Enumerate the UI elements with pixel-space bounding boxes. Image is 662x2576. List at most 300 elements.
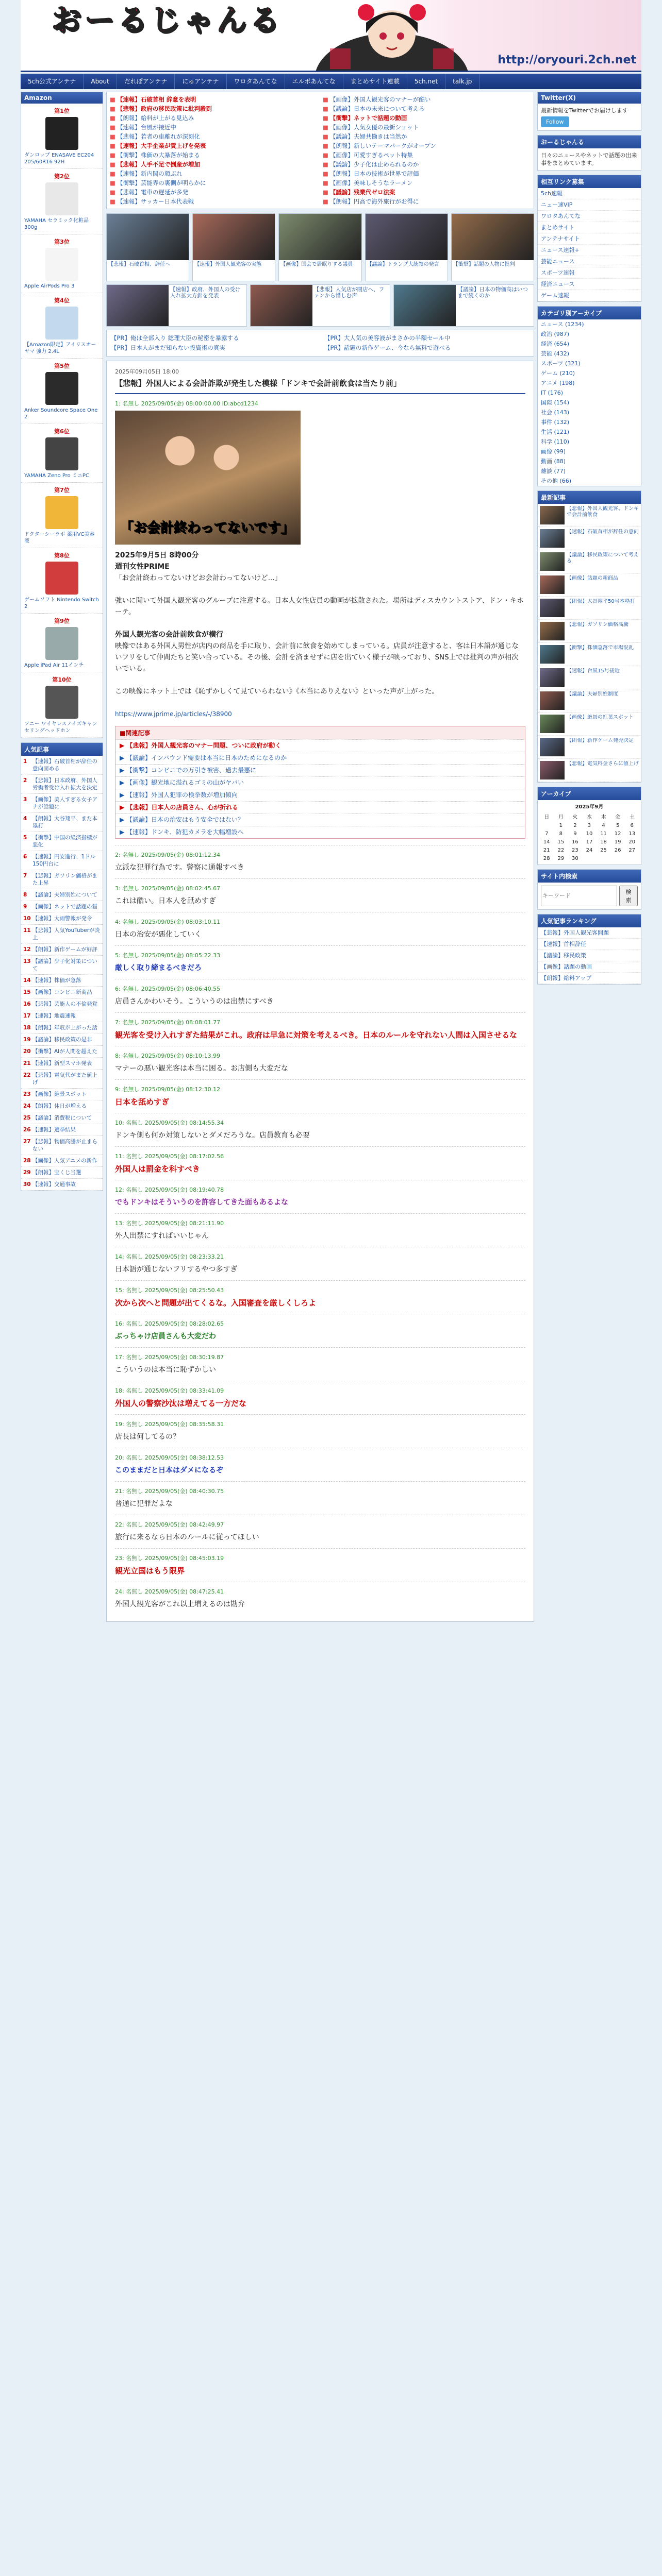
product-rank: 第3位 (54, 239, 70, 245)
popular-item[interactable] (21, 1058, 103, 1070)
popular-link[interactable]: 【速報】大雨警報が発令 (32, 916, 92, 922)
popular-item[interactable] (21, 1136, 103, 1155)
popular-rank: 29 (23, 1170, 31, 1176)
product-title[interactable]: Apple AirPods Pro 3 (24, 283, 75, 289)
thumbnail-image[interactable] (366, 214, 448, 260)
headline-link[interactable]: ■ 【衝撃】芸能界の裏側が明らかに (110, 179, 206, 187)
archive-link[interactable]: ゲーム (210) (541, 370, 575, 377)
popular-item[interactable] (21, 987, 103, 998)
archive-link[interactable]: 国際 (154) (541, 399, 570, 406)
calendar-day[interactable]: 18 (600, 839, 607, 845)
product-title[interactable]: 【Amazon限定】アイリスオーヤマ 強力 2.4L (24, 342, 96, 354)
bullet-icon: ■ (323, 151, 328, 159)
popular-link[interactable]: 【速報】円安進行、1ドル150円台に (32, 854, 96, 867)
amazon-widget (21, 92, 103, 738)
thumbnail-card[interactable] (451, 213, 534, 281)
headline-link[interactable]: ■ 【悲報】若者の車離れが深刻化 (110, 133, 200, 140)
popular-item[interactable] (21, 975, 103, 987)
headline-link[interactable]: ■ 【画像】可愛すぎるペット特集 (323, 151, 413, 159)
mutual-link[interactable]: ニュース速報+ (538, 245, 641, 256)
headline-link[interactable]: ■ 【悲報】政府の移民政策に批判殺到 (110, 105, 212, 112)
popular-item[interactable] (21, 944, 103, 956)
recent-link[interactable]: 【速報】台風15号接近 (567, 668, 620, 674)
nav-item[interactable]: 5ch公式アンテナ (21, 74, 84, 89)
product-item[interactable] (21, 483, 103, 548)
headline-link[interactable]: ■ 【速報】新内閣の顔ぶれ (110, 170, 183, 177)
recent-thumbnail[interactable] (540, 715, 565, 733)
thumbnail-image[interactable] (107, 214, 189, 260)
thumbnail-image[interactable] (193, 214, 275, 260)
product-rank: 第9位 (54, 618, 70, 624)
popular-link[interactable]: 【議論】消費税について (32, 1115, 92, 1121)
popular-link[interactable]: 【悲報】物価高騰が止まらない (32, 1139, 97, 1152)
popular-link[interactable]: 【画像】コンビニ新商品 (32, 989, 92, 995)
headline-link[interactable]: ■ 【画像】外国人観光客のマナーが酷い (323, 96, 431, 103)
popular-link[interactable]: 【悲報】電気代がまた値上げ (32, 1072, 97, 1086)
ranking-link[interactable]: 【画像】話題の動画 (538, 961, 641, 973)
thumbnail-image[interactable] (251, 285, 312, 326)
comment-body: こういうのは本当に恥ずかしい (115, 1366, 216, 1374)
popular-link[interactable]: 【悲報】芸能人の不倫発覚 (32, 1001, 97, 1007)
thumbnail-caption[interactable]: 【画像】国会で居眠りする議員 (280, 262, 353, 267)
calendar-day[interactable]: 16 (572, 839, 578, 845)
comment-body: でもドンキはそういうのを許容してきた面もあるよな (115, 1198, 288, 1207)
popular-item[interactable] (21, 1034, 103, 1046)
calendar-day[interactable]: 15 (557, 839, 565, 845)
ranking-link[interactable]: 【朗報】給料アップ (538, 973, 641, 984)
calendar-day[interactable]: 3 (587, 823, 591, 828)
recent-link[interactable]: 【速報】石破首相が辞任の意向 (567, 529, 639, 535)
pr-link[interactable]: 【PR】俺は全部入り 総理大臣の秘密を暴露する (111, 334, 239, 342)
calendar-day[interactable]: 25 (600, 848, 607, 853)
calendar-day[interactable]: 7 (545, 831, 549, 837)
calendar-day[interactable]: 28 (543, 856, 550, 861)
recent-item[interactable] (538, 527, 641, 550)
headline-link[interactable]: ■ 【悲報】人手不足で倒産が増加 (110, 161, 200, 168)
calendar-day (597, 855, 610, 862)
recent-link[interactable]: 【悲報】ガソリン価格高騰 (567, 622, 628, 628)
archive-link[interactable]: 芸能 (432) (541, 350, 570, 357)
bullet-icon: ■ (323, 142, 328, 149)
comment-body: 店員さんかわいそう。こういうのは出禁にすべき (115, 997, 274, 1006)
popular-item[interactable] (21, 794, 103, 813)
popular-item[interactable] (21, 756, 103, 775)
calendar-day[interactable]: 2 (573, 823, 577, 828)
popular-link[interactable]: 【速報】交通事故 (32, 1181, 76, 1188)
recent-link[interactable]: 【画像】絶景の紅葉スポット (567, 715, 634, 720)
popular-link[interactable]: 【速報】選挙結果 (32, 1127, 76, 1133)
related-link[interactable]: ▶ 【速報】ドンキ、防犯カメラを大幅増設へ (115, 826, 525, 838)
popular-item[interactable] (21, 832, 103, 851)
thumbnail-card-wide[interactable] (106, 284, 247, 327)
comment-body: 普通に犯罪だよな (115, 1500, 173, 1508)
product-image[interactable] (45, 307, 78, 340)
headline-link[interactable]: ■ 【議論】日本の未来について考える (323, 105, 425, 112)
mutual-link[interactable]: 経済ニュース (538, 279, 641, 290)
thumbnail-card[interactable] (192, 213, 275, 281)
product-title[interactable]: ドクターシーラボ 薬用VC美容液 (24, 532, 95, 544)
mascot-illustration (289, 2, 495, 71)
calendar-day[interactable]: 23 (572, 848, 578, 853)
headline-link[interactable]: ■ 【朗報】日本の技術が世界で評価 (323, 170, 419, 177)
archive-link[interactable]: その他 (66) (541, 478, 572, 484)
related-link[interactable]: ▶ 【衝撃】コンビニでの万引き被害、過去最悪に (115, 764, 525, 776)
product-item[interactable] (21, 359, 103, 424)
popular-heading: 人気記事 (21, 743, 103, 756)
headline-link[interactable]: ■ 【朗報】新しいテーマパークがオープン (323, 142, 436, 149)
product-item[interactable] (21, 424, 103, 483)
calendar-day[interactable]: 14 (543, 839, 550, 845)
product-image[interactable] (45, 562, 78, 595)
product-item[interactable] (21, 672, 103, 738)
comment-body: 外国人は罰金を科すべき (115, 1164, 200, 1174)
calendar-day[interactable]: 21 (543, 848, 550, 853)
comment-header: 23: 名無し 2025/09/05(金) 08:45:03.19 (115, 1555, 224, 1562)
recent-item[interactable] (538, 504, 641, 527)
popular-item[interactable] (21, 813, 103, 832)
recent-thumbnail[interactable] (540, 645, 565, 664)
popular-link[interactable]: 【議論】夫婦別姓について (32, 892, 97, 898)
popular-rank: 30 (23, 1181, 31, 1188)
site-url[interactable]: http://oryouri.2ch.net (498, 54, 636, 66)
nav-item[interactable]: 5ch.net (407, 74, 445, 89)
thumbnail-image[interactable] (452, 214, 534, 260)
calendar-day[interactable]: 19 (614, 839, 621, 845)
pr-links (106, 330, 534, 357)
ranking-link[interactable]: 【議論】移民政策 (538, 950, 641, 961)
popular-link[interactable]: 【朗報】大谷翔平、また本塁打 (32, 816, 97, 829)
related-link[interactable]: ▶ 【速報】外国人犯罪の検挙数が増加傾向 (115, 789, 525, 801)
popular-item[interactable] (21, 901, 103, 913)
pr-link[interactable]: 【PR】大人気の美容液がまさかの半額セール中 (324, 334, 451, 342)
headline-link[interactable]: ■ 【画像】人気女優の最新ショット (323, 124, 419, 131)
comment-body: 観光客を受け入れすぎた結果がこれ。政府は早急に対策を考えるべき。日本のルールを守れない人間は入国させるな (115, 1030, 518, 1040)
popular-link[interactable]: 【朗報】休日が増える (32, 1103, 87, 1109)
popular-link[interactable]: 【悲報】ガソリン価格がまた上昇 (32, 873, 97, 886)
calendar-day[interactable]: 10 (586, 831, 593, 837)
recent-item[interactable] (538, 550, 641, 573)
comment (115, 1548, 525, 1582)
product-image[interactable] (45, 182, 78, 215)
pr-link[interactable]: 【PR】話題の新作ゲーム、今なら無料で遊べる (324, 344, 451, 351)
headline-link[interactable]: ■ 【速報】大手企業が賃上げを発表 (110, 142, 206, 149)
popular-item[interactable] (21, 1022, 103, 1034)
recent-thumbnail[interactable] (540, 506, 565, 524)
recent-item[interactable] (538, 736, 641, 759)
recent-link[interactable]: 【悲報】電気料金さらに値上げ (567, 761, 639, 767)
recent-link[interactable]: 【朗報】大谷翔平50号本塁打 (567, 599, 635, 604)
related-link[interactable]: ▶ 【議論】日本の治安はもう安全ではない？ (115, 814, 525, 826)
product-title[interactable]: Anker Soundcore Space One 2 (24, 408, 98, 420)
headline-link[interactable]: ■ 【議論】残業代ゼロ法案 (323, 189, 395, 196)
recent-thumbnail[interactable] (540, 691, 565, 710)
popular-item[interactable] (21, 925, 103, 944)
recent-thumbnail[interactable] (540, 575, 565, 594)
archive-link[interactable]: 科学 (110) (541, 438, 570, 445)
calendar-day[interactable]: 11 (600, 831, 607, 837)
calendar-day[interactable]: 13 (628, 831, 636, 837)
recent-item[interactable] (538, 759, 641, 782)
recent-link[interactable]: 【画像】話題の新商品 (567, 575, 618, 581)
popular-item[interactable] (21, 1070, 103, 1089)
popular-link[interactable]: 【画像】美人すぎる女子アナが話題に (32, 796, 97, 810)
thumbnail-row (106, 213, 534, 281)
headline-link[interactable]: ■ 【悲報】電車の遅延が多発 (110, 189, 188, 196)
headline-link[interactable]: ■ 【衝撃】ネットで話題の動画 (323, 114, 407, 122)
product-item[interactable] (21, 548, 103, 614)
calendar-day[interactable]: 8 (559, 831, 563, 837)
recent-item[interactable] (538, 689, 641, 713)
popular-link[interactable]: 【議論】少子化対策について (32, 958, 97, 972)
popular-item[interactable] (21, 775, 103, 794)
popular-link[interactable]: 【画像】ネットで話題の猫 (32, 904, 97, 910)
thumbnail-caption[interactable]: 【議論】トランプ大統領の発言 (367, 262, 439, 267)
nav-item[interactable]: talk.jp (445, 74, 479, 89)
bullet-icon: ■ (323, 96, 328, 103)
archive-link[interactable]: 生活 (121) (541, 429, 570, 435)
popular-item[interactable] (21, 1179, 103, 1191)
comment-body: ぶっちゃけ店員さんも大変だわ (115, 1332, 216, 1341)
headline-link[interactable]: ■ 【速報】石破首相 辞意を表明 (110, 96, 196, 103)
popular-link[interactable]: 【悲報】人気YouTuberが炎上 (32, 927, 101, 941)
recent-widget (537, 490, 641, 783)
popular-item[interactable] (21, 1155, 103, 1167)
product-image[interactable] (45, 496, 78, 529)
archive-link[interactable]: アニメ (198) (541, 380, 575, 386)
about-text: 日々のニュースやネットで話題の出来事をまとめています。 (541, 152, 637, 166)
bullet-icon: ■ (110, 133, 115, 140)
product-item[interactable] (21, 293, 103, 359)
popular-link[interactable]: 【朗報】宝くじ当選 (32, 1170, 81, 1176)
popular-link[interactable]: 【速報】石破首相が辞任の意向固める (32, 758, 97, 772)
thumbnail-caption[interactable]: 【速報】政府、外国人の受け入れ拡大方針を発表 (170, 286, 241, 299)
archive-link[interactable]: 社会 (143) (541, 409, 570, 416)
recent-item[interactable] (538, 666, 641, 689)
product-image[interactable] (45, 117, 78, 150)
recent-thumbnail[interactable] (540, 622, 565, 640)
product-title[interactable]: YAMAHA セラミック化粧品 300g (24, 218, 89, 230)
popular-item[interactable] (21, 1167, 103, 1179)
popular-rank: 4 (23, 816, 27, 822)
product-title[interactable]: ゲームソフト Nintendo Switch 2 (24, 597, 99, 609)
headline-link-grid (106, 92, 534, 209)
product-item[interactable] (21, 234, 103, 293)
nav-item[interactable]: About (84, 74, 117, 89)
popular-link[interactable]: 【衝撃】中国の経済指標が悪化 (32, 835, 97, 848)
recent-item[interactable] (538, 597, 641, 620)
headline-link[interactable]: ■ 【速報】台風が接近中 (110, 124, 176, 131)
popular-link[interactable]: 【速報】地震速報 (32, 1013, 76, 1019)
thumbnail-card-wide[interactable] (250, 284, 391, 327)
popular-link[interactable]: 【悲報】日本政府、外国人労働者受け入れ拡大を決定 (32, 777, 97, 791)
thumbnail-image[interactable] (279, 214, 361, 260)
product-rank: 第8位 (54, 552, 70, 559)
mutual-link[interactable]: まとめサイト (538, 222, 641, 233)
archive-link[interactable]: IT (176) (541, 389, 564, 396)
headline-link[interactable]: ■ 【衝撃】株価の大暴落が始まる (110, 151, 200, 159)
calendar-day[interactable]: 29 (557, 856, 565, 861)
popular-link[interactable]: 【朗報】年収が上がった話 (32, 1025, 97, 1031)
calendar-day[interactable]: 17 (586, 839, 593, 845)
recent-link[interactable]: 【議論】移民政策について考える (567, 552, 639, 564)
recent-link[interactable]: 【悲報】外国人観光客、ドンキで会計前飲食 (567, 506, 639, 518)
headline-link[interactable]: ■ 【画像】美味しそうなラーメン (323, 179, 413, 187)
headline-link[interactable]: ■ 【議論】少子化は止められるのか (323, 161, 419, 168)
recent-link[interactable]: 【議論】夫婦別姓制度 (567, 691, 618, 697)
thumbnail-caption[interactable]: 【悲報】人気店が閉店へ、ファンから惜しむ声 (313, 286, 385, 299)
site-logo[interactable]: おーるじゃんる (52, 3, 283, 38)
calendar-day[interactable]: 5 (616, 823, 620, 828)
archive-link[interactable]: 画像 (99) (541, 448, 566, 455)
product-rank: 第4位 (54, 297, 70, 304)
bullet-icon: ■ (323, 161, 328, 168)
recent-thumbnail[interactable] (540, 529, 565, 548)
recent-thumbnail[interactable] (540, 738, 565, 756)
popular-link[interactable]: 【速報】株価が急落 (32, 977, 81, 984)
product-title[interactable]: YAMAHA Zeno Pro ミニPC (24, 473, 89, 479)
mutual-link[interactable]: 5ch速報 (538, 188, 641, 199)
product-image[interactable] (45, 686, 78, 719)
comment (115, 1079, 525, 1113)
recent-thumbnail[interactable] (540, 599, 565, 617)
popular-item[interactable] (21, 1112, 103, 1124)
popular-item[interactable] (21, 851, 103, 870)
thumbnail-caption[interactable]: 【衝撃】話題の人物に批判 (453, 262, 515, 267)
nav-item[interactable]: ワロタあんてな (227, 74, 285, 89)
product-image[interactable] (45, 437, 78, 470)
article-date: 2025年09月05日 18:00 (115, 368, 179, 375)
search-button[interactable]: 検索 (619, 886, 638, 906)
mutual-link[interactable]: アンテナサイト (538, 233, 641, 245)
popular-link[interactable]: 【画像】人気アニメの新作 (32, 1158, 97, 1164)
popular-link[interactable]: 【画像】絶景スポット (32, 1091, 87, 1097)
calendar-day[interactable]: 30 (572, 856, 578, 861)
calendar-day[interactable]: 27 (628, 848, 636, 853)
calendar-day[interactable]: 4 (602, 823, 605, 828)
popular-item[interactable] (21, 1046, 103, 1058)
product-title[interactable]: ソニー ワイヤレスノイズキャンセリングヘッドホン (24, 721, 97, 734)
thumbnail-image[interactable] (394, 285, 456, 326)
product-image[interactable] (45, 627, 78, 660)
body-line: 週刊女性PRIME (115, 563, 170, 571)
recent-thumbnail[interactable] (540, 552, 565, 571)
source-link[interactable]: https://www.jprime.jp/articles/-/38900 (115, 710, 232, 718)
headline-link[interactable]: ■ 【朗報】給料が上がる見込み (110, 114, 194, 122)
follow-button[interactable]: Follow (541, 116, 569, 127)
headline-link[interactable]: ■ 【議論】夫婦共働きは当然か (323, 133, 407, 140)
popular-link[interactable]: 【朗報】新作ゲームが好評 (32, 946, 97, 953)
thumbnail-card[interactable] (365, 213, 448, 281)
thumbnail-card-wide[interactable] (393, 284, 534, 327)
popular-item[interactable] (21, 913, 103, 925)
calendar-day[interactable]: 12 (614, 831, 621, 837)
product-title[interactable]: Apple iPad Air 11インチ (24, 663, 84, 668)
popular-item[interactable] (21, 956, 103, 975)
archive-link[interactable]: 事件 (132) (541, 419, 570, 426)
left-sidebar (21, 92, 103, 1195)
comment (115, 1347, 525, 1381)
calendar-day[interactable]: 6 (630, 823, 634, 828)
product-image[interactable] (45, 248, 78, 281)
nav-item[interactable]: だれぽアンテナ (117, 74, 175, 89)
product-title[interactable]: ダンロップ ENASAVE EC204 205/60R16 92H (24, 152, 94, 165)
headline-link[interactable]: ■ 【朗報】円高で海外旅行がお得に (323, 198, 419, 205)
popular-item[interactable] (21, 1100, 103, 1112)
search-input[interactable] (541, 886, 617, 906)
popular-item[interactable] (21, 1089, 103, 1100)
ranking-link[interactable]: 【悲報】外国人観光客問題 (538, 927, 641, 939)
mutual-link[interactable]: ニュー速VIP (538, 199, 641, 211)
nav-item[interactable]: にゅアンテナ (175, 74, 226, 89)
comment (115, 1314, 525, 1347)
calendar-day[interactable]: 9 (573, 831, 577, 837)
nav-item[interactable]: エルボあんてな (285, 74, 343, 89)
recent-item[interactable] (538, 643, 641, 666)
product-image[interactable] (45, 372, 78, 405)
product-item[interactable] (21, 104, 103, 169)
mutual-link[interactable]: ゲーム速報 (538, 290, 641, 301)
popular-item[interactable] (21, 1010, 103, 1022)
popular-item[interactable] (21, 998, 103, 1010)
popular-link[interactable]: 【議論】移民政策の是非 (32, 1037, 92, 1043)
ranking-link[interactable]: 【速報】首相辞任 (538, 939, 641, 950)
calendar-day[interactable]: 22 (557, 848, 565, 853)
recent-thumbnail[interactable] (540, 668, 565, 687)
archive-link[interactable]: 政治 (987) (541, 331, 570, 337)
product-item[interactable] (21, 169, 103, 234)
thumbnail-caption[interactable]: 【悲報】石破首相、辞任へ (108, 262, 170, 267)
related-link[interactable]: ▶ 【悲報】外国人観光客のマナー問題、ついに政府が動く (115, 739, 525, 752)
calendar-day[interactable]: 24 (586, 848, 593, 853)
recent-item[interactable] (538, 713, 641, 736)
mutual-link[interactable]: 芸能ニュース (538, 256, 641, 267)
nav-item[interactable]: まとめサイト連載 (343, 74, 407, 89)
recent-item[interactable] (538, 573, 641, 597)
thumbnail-caption[interactable]: 【議論】日本の物価高はいつまで続くのか (457, 286, 528, 299)
calendar-day[interactable]: 1 (559, 823, 563, 828)
product-item[interactable] (21, 614, 103, 672)
related-link[interactable]: ▶ 【画像】観光地に溢れるゴミの山がヤバい (115, 776, 525, 789)
archive-link[interactable]: 動画 (88) (541, 458, 566, 465)
recent-item[interactable] (538, 620, 641, 643)
mutual-link[interactable]: ワロタあんてな (538, 211, 641, 222)
calendar-day[interactable]: 20 (628, 839, 636, 845)
recent-thumbnail[interactable] (540, 761, 565, 779)
related-link[interactable]: ▶ 【議論】インバウンド需要は本当に日本のためになるのか (115, 752, 525, 764)
archive-link[interactable]: 経済 (654) (541, 341, 570, 347)
popular-item[interactable] (21, 1124, 103, 1136)
popular-link[interactable]: 【速報】新型スマホ発表 (32, 1060, 92, 1066)
mutual-link[interactable]: スポーツ速報 (538, 267, 641, 279)
calendar-day[interactable]: 26 (614, 848, 621, 853)
headline-link[interactable]: ■ 【速報】サッカー日本代表戦 (110, 198, 194, 205)
pr-link[interactable]: 【PR】日本人がまだ知らない投資術の真実 (111, 344, 225, 351)
archive-link[interactable]: 雑談 (77) (541, 468, 566, 474)
related-link[interactable]: ▶ 【悲報】日本人の店員さん、心が折れる (115, 801, 525, 814)
popular-item[interactable] (21, 870, 103, 889)
popular-item[interactable] (21, 889, 103, 901)
recent-link[interactable]: 【朗報】新作ゲーム発売決定 (567, 738, 634, 743)
thumbnail-caption[interactable]: 【速報】外国人観光客の実態 (194, 262, 262, 267)
archive-link[interactable]: ニュース (1234) (541, 321, 584, 328)
recent-link[interactable]: 【衝撃】株価急落で市場混乱 (567, 645, 634, 651)
popular-link[interactable]: 【衝撃】AIが人間を超えた (32, 1048, 97, 1055)
thumbnail-card[interactable] (278, 213, 361, 281)
thumbnail-image[interactable] (107, 285, 169, 326)
archive-link[interactable]: スポーツ (321) (541, 360, 581, 367)
thumbnail-card[interactable] (106, 213, 189, 281)
comment-body: 観光立国はもう限界 (115, 1566, 185, 1575)
